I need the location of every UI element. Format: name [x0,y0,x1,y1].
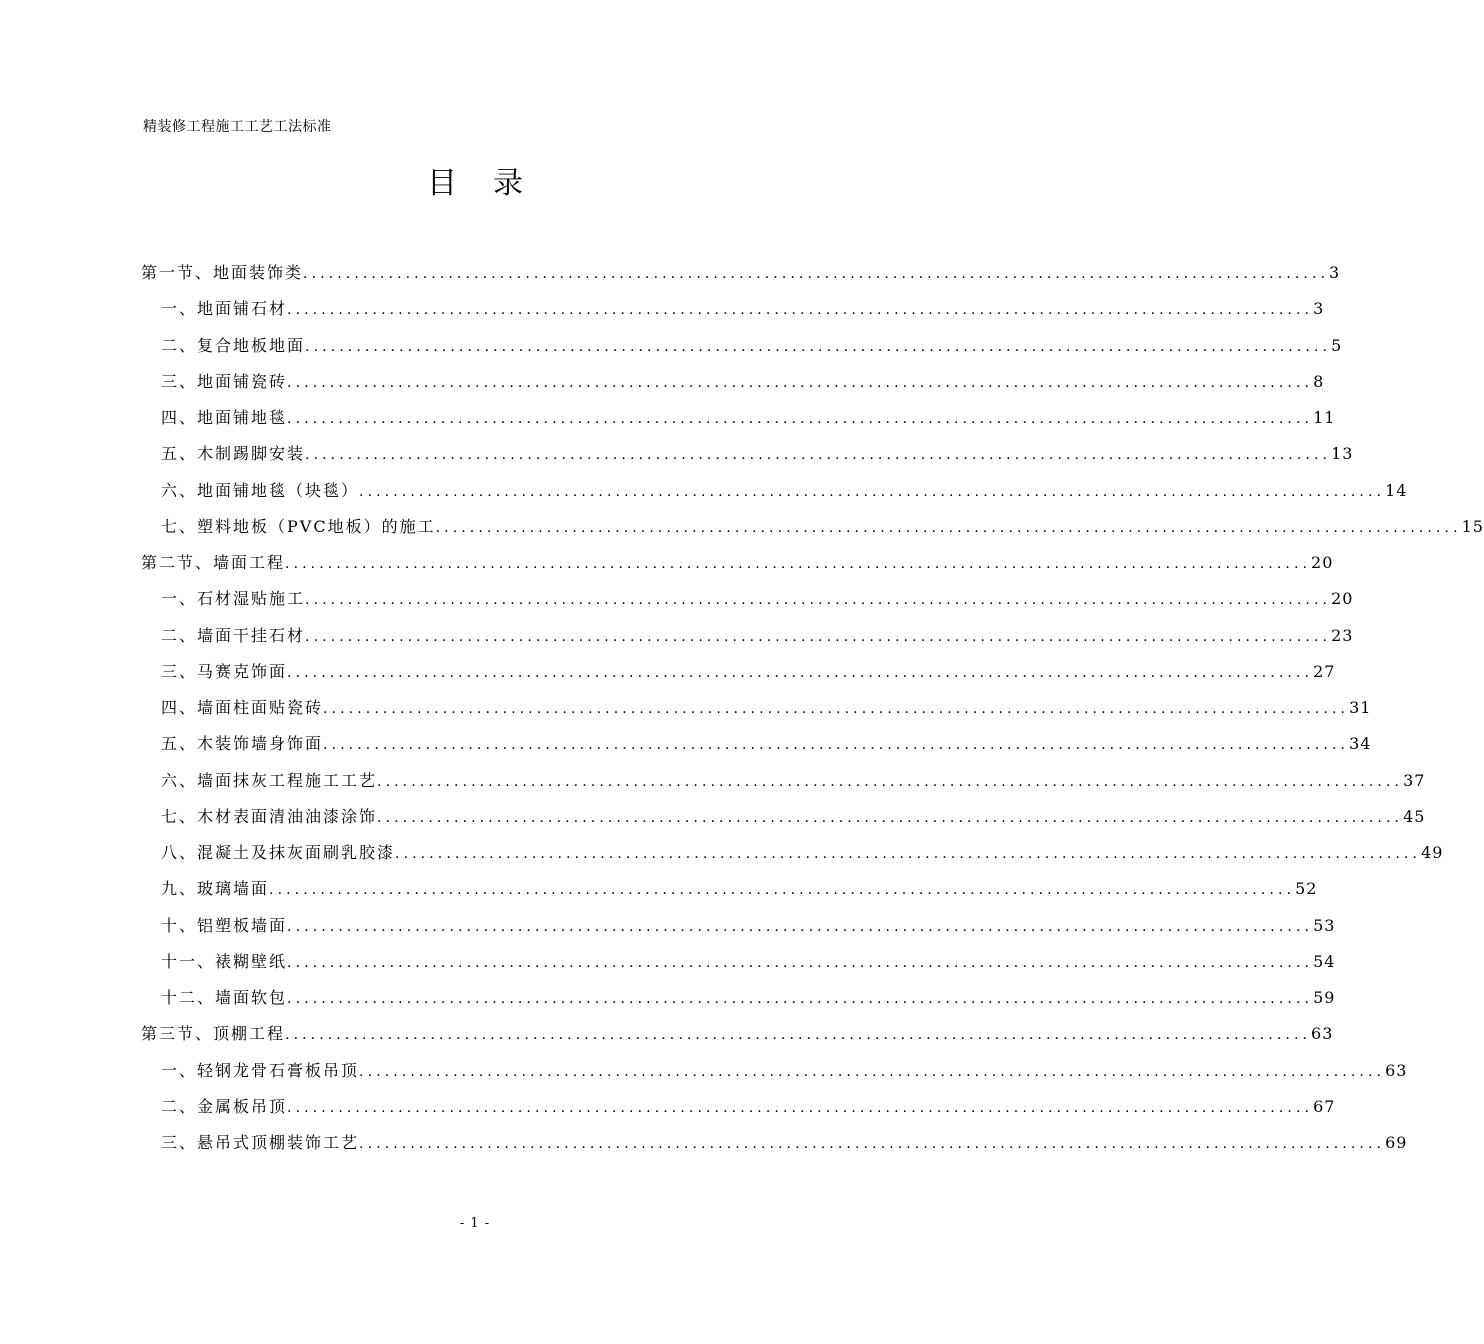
toc-entry-row[interactable] [161,1058,1408,1082]
toc-page-number: 59 [1313,988,1336,1007]
toc-entry-title: 木材表面清油油漆涂饰 [197,807,378,826]
document-header: 精装修工程施工工艺工法标准 [143,119,332,135]
toc-entry-row[interactable] [161,876,1318,900]
toc-leader-dots: ........................................................................................................................ [287,991,1314,1007]
toc-entry-number: 五、 [161,444,198,463]
toc-entry-number: 四、 [161,698,198,717]
toc-page-number: 20 [1311,553,1334,572]
toc-leader-dots: ........................................................................................................................ [377,774,1404,790]
toc-entry-number: 六、 [161,481,198,500]
toc-page-number: 53 [1313,916,1336,935]
toc-entry-number: 五、 [161,734,198,753]
toc-entry-row[interactable] [161,695,1372,719]
toc-entry-row[interactable] [161,659,1336,683]
toc-section-title: 第一节、地面装饰类 [141,263,304,282]
toc-entry-number: 二、 [161,1097,198,1116]
toc-entry-number: 一、 [161,1061,198,1080]
toc-page-number: 3 [1313,299,1325,318]
toc-entry-number: 六、 [161,771,198,790]
toc-entry-title: 玻璃墙面 [197,879,270,898]
toc-page-number: 23 [1331,626,1354,645]
toc-entry-row[interactable] [161,1130,1408,1154]
toc-entry-title: 墙面抹灰工程施工工艺 [197,771,378,790]
toc-page-number: 67 [1313,1097,1336,1116]
toc-leader-dots: ........................................................................................................................ [303,266,1330,282]
toc-entry-row[interactable] [161,514,1484,538]
toc-entry-title: 混凝土及抹灰面刷乳胶漆 [197,843,396,862]
toc-entry-title: 墙面软包 [215,988,288,1007]
toc-entry-row[interactable] [161,804,1426,828]
toc-leader-dots: ........................................................................................................................ [287,375,1314,391]
toc-entry-row[interactable] [161,586,1354,610]
toc-entry-title: 塑料地板（PVC地板）的施工 [197,517,436,536]
toc-entry-number: 三、 [161,1133,198,1152]
toc-entry-number: 七、 [161,807,198,826]
page-title: 目录 [427,166,559,201]
toc-leader-dots: ........................................................................................................................ [287,411,1314,427]
toc-entry-number: 九、 [161,879,198,898]
toc-entry-number: 一、 [161,299,198,318]
toc-page-number: 11 [1313,408,1336,427]
toc-entry-number: 八、 [161,843,198,862]
toc-entry-title: 悬吊式顶棚装饰工艺 [197,1133,360,1152]
toc-entry-row[interactable] [161,623,1354,647]
toc-page-number: 45 [1403,807,1426,826]
toc-page-number: 8 [1313,372,1325,391]
page-number-footer: - 1 - [459,1216,491,1231]
toc-entry-title: 木装饰墙身饰面 [197,734,324,753]
toc-entry-title: 石材湿贴施工 [197,589,306,608]
toc-entry-row[interactable] [161,405,1336,429]
toc-page-number: 5 [1331,336,1343,355]
toc-entry-row[interactable] [161,1094,1336,1118]
toc-leader-dots: ........................................................................................................................ [359,1064,1386,1080]
toc-entry-number: 四、 [161,408,198,427]
toc-entry-title: 地面铺地毯（块毯） [197,481,360,500]
toc-page-number: 34 [1349,734,1372,753]
toc-page-number: 14 [1385,481,1408,500]
toc-entry-title: 金属板吊顶 [197,1097,288,1116]
toc-leader-dots: ........................................................................................................................ [305,339,1332,355]
toc-leader-dots: ........................................................................................................................ [395,846,1422,862]
toc-leader-dots: ........................................................................................................................ [287,302,1314,318]
toc-page-number: 15 [1461,517,1484,536]
toc-entry-row[interactable] [161,840,1444,864]
toc-entry-number: 三、 [161,662,198,681]
toc-leader-dots: ........................................................................................................................ [323,701,1350,717]
toc-entry-title: 轻钢龙骨石膏板吊顶 [197,1061,360,1080]
toc-entry-title: 墙面柱面贴瓷砖 [197,698,324,717]
toc-section-row[interactable] [141,1021,1334,1045]
toc-entry-title: 地面铺石材 [197,299,288,318]
toc-entry-row[interactable] [161,768,1426,792]
toc-entry-number: 十、 [161,916,198,935]
toc-leader-dots: ........................................................................................................................ [287,1100,1314,1116]
toc-entry-number: 三、 [161,372,198,391]
toc-entry-row[interactable] [161,441,1354,465]
toc-leader-dots: ........................................................................................................................ [305,447,1332,463]
toc-leader-dots: ........................................................................................................................ [287,665,1314,681]
toc-page-number: 54 [1313,952,1336,971]
toc-entry-number: 十二、 [161,988,216,1007]
toc-page-number: 20 [1331,589,1354,608]
toc-leader-dots: ........................................................................................................................ [323,737,1350,753]
toc-entry-number: 十一、 [161,952,216,971]
toc-entry-title: 地面铺地毯 [197,408,288,427]
toc-entry-row[interactable] [161,731,1372,755]
toc-page-number: 13 [1331,444,1354,463]
toc-entry-title: 铝塑板墙面 [197,916,288,935]
toc-leader-dots: ........................................................................................................................ [359,1136,1386,1152]
toc-leader-dots: ........................................................................................................................ [359,484,1386,500]
toc-entry-row[interactable] [161,369,1325,393]
toc-section-row[interactable] [141,260,1341,284]
toc-leader-dots: ........................................................................................................................ [285,556,1312,572]
toc-page-number: 37 [1403,771,1426,790]
toc-leader-dots: ........................................................................................................................ [287,955,1314,971]
toc-section-row[interactable] [141,550,1334,574]
toc-leader-dots: ........................................................................................................................ [285,1027,1312,1043]
toc-entry-row[interactable] [161,913,1336,937]
toc-leader-dots: ........................................................................................................................ [287,919,1314,935]
toc-leader-dots: ........................................................................................................................ [305,592,1332,608]
toc-page-number: 3 [1329,263,1341,282]
toc-entry-row[interactable] [161,985,1336,1009]
toc-leader-dots: ........................................................................................................................ [269,882,1296,898]
toc-entry-row[interactable] [161,949,1336,973]
toc-leader-dots: ........................................................................................................................ [377,810,1404,826]
toc-page-number: 31 [1349,698,1372,717]
toc-page-number: 69 [1385,1133,1408,1152]
toc-page-number: 49 [1421,843,1444,862]
toc-entry-title: 裱糊壁纸 [215,952,288,971]
toc-page-number: 52 [1295,879,1318,898]
toc-entry-title: 地面铺瓷砖 [197,372,288,391]
toc-leader-dots: ........................................................................................................................ [435,520,1462,536]
toc-entry-title: 复合地板地面 [197,336,306,355]
toc-page-number: 63 [1385,1061,1408,1080]
toc-page-number: 63 [1311,1024,1334,1043]
toc-entry-row[interactable] [161,333,1343,357]
toc-entry-row[interactable] [161,478,1408,502]
toc-entry-number: 二、 [161,626,198,645]
toc-entry-title: 墙面干挂石材 [197,626,306,645]
toc-entry-title: 木制踢脚安装 [197,444,306,463]
toc-entry-number: 一、 [161,589,198,608]
toc-section-title: 第三节、顶棚工程 [141,1024,286,1043]
toc-entry-row[interactable] [161,296,1325,320]
toc-entry-title: 马赛克饰面 [197,662,288,681]
toc-entry-number: 七、 [161,517,198,536]
toc-entry-number: 二、 [161,336,198,355]
toc-leader-dots: ........................................................................................................................ [305,629,1332,645]
toc-page-number: 27 [1313,662,1336,681]
toc-section-title: 第二节、墙面工程 [141,553,286,572]
